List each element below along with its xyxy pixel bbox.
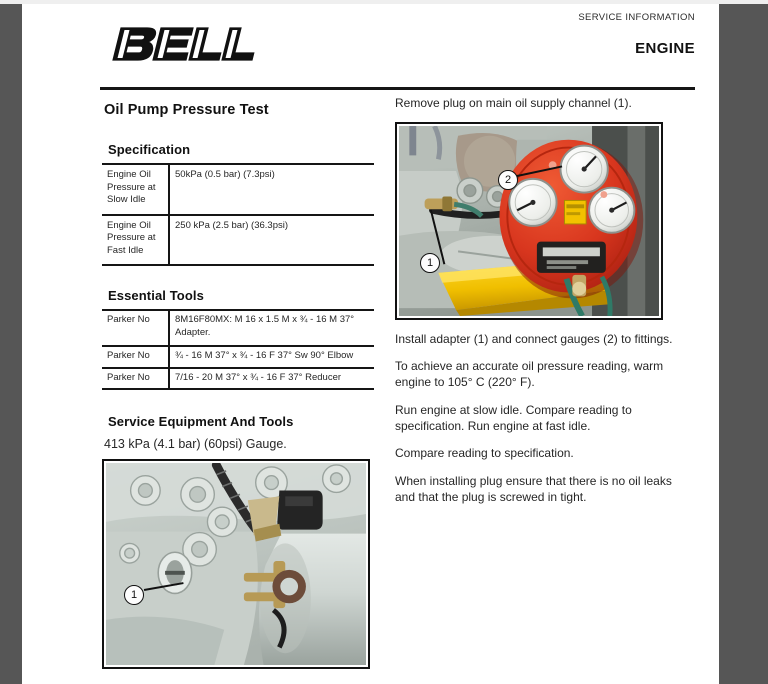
plug-photo bbox=[106, 463, 366, 665]
essential-tools-table bbox=[102, 309, 374, 390]
tool-key: Parker No bbox=[102, 310, 169, 346]
page-title: Oil Pump Pressure Test bbox=[104, 102, 269, 118]
figure-gauge-assembly bbox=[395, 122, 663, 320]
instruction-paragraph: To achieve an accurate oil pressure reading, warm engine to 105° C (220° F). bbox=[395, 359, 664, 390]
section-title-engine: ENGINE bbox=[635, 40, 695, 57]
table-row bbox=[102, 164, 374, 215]
table-row bbox=[102, 215, 374, 266]
spec-value: 50kPa (0.5 bar) (7.3psi) bbox=[175, 169, 275, 180]
instruction-paragraph: When installing plug ensure that there is no oil leaks and that the plug is screwed in tight. bbox=[395, 474, 672, 504]
spec-key: Engine Oil Pressure at Fast Idle bbox=[102, 215, 169, 266]
tool-key: Parker No bbox=[102, 368, 169, 390]
service-information-label: SERVICE INFORMATION bbox=[578, 12, 695, 23]
table-row bbox=[102, 310, 374, 346]
heading-specification: Specification bbox=[108, 142, 191, 157]
tool-key: Parker No bbox=[102, 346, 169, 368]
callout-2: 2 bbox=[498, 170, 518, 190]
table-row bbox=[102, 346, 374, 368]
table-row bbox=[102, 368, 374, 390]
figure-plug-location bbox=[102, 459, 370, 669]
page-header bbox=[22, 4, 719, 70]
callout-1: 1 bbox=[124, 585, 144, 605]
left-column bbox=[100, 96, 372, 669]
instruction-paragraph: Compare reading to specification. bbox=[395, 446, 574, 461]
specification-table bbox=[102, 163, 374, 266]
tool-value: 7/16 - 20 M 37° x ¾ - 16 F 37° Reducer bbox=[169, 368, 374, 390]
tool-value: 8M16F80MX: M 16 x 1.5 M x ¾ - 16 M 37° Adapter. bbox=[175, 314, 355, 338]
tool-value: ¾ - 16 M 37° x ¾ - 16 F 37° Sw 90° Elbow bbox=[169, 346, 374, 368]
spec-key: Engine Oil Pressure at Slow Idle bbox=[102, 164, 169, 215]
right-column bbox=[395, 96, 695, 517]
lead-instruction: Remove plug on main oil supply channel (1). bbox=[395, 96, 632, 110]
spec-value: 250 kPa (2.5 bar) (36.3psi) bbox=[169, 215, 374, 266]
service-equipment-line: 413 kPa (4.1 bar) (60psi) Gauge. bbox=[104, 437, 287, 452]
heading-essential-tools: Essential Tools bbox=[108, 288, 204, 304]
gauge-photo bbox=[399, 126, 659, 316]
heading-service-equipment: Service Equipment And Tools bbox=[108, 414, 294, 430]
header-divider bbox=[100, 87, 695, 90]
bell-logo bbox=[100, 24, 270, 66]
instruction-paragraph: Install adapter (1) and connect gauges (2) to fittings. bbox=[395, 331, 673, 346]
callout-1: 1 bbox=[420, 253, 440, 273]
manual-page bbox=[22, 4, 719, 684]
instruction-paragraph: Run engine at slow idle. Compare reading to specification. Run engine at fast idle. bbox=[395, 402, 632, 433]
